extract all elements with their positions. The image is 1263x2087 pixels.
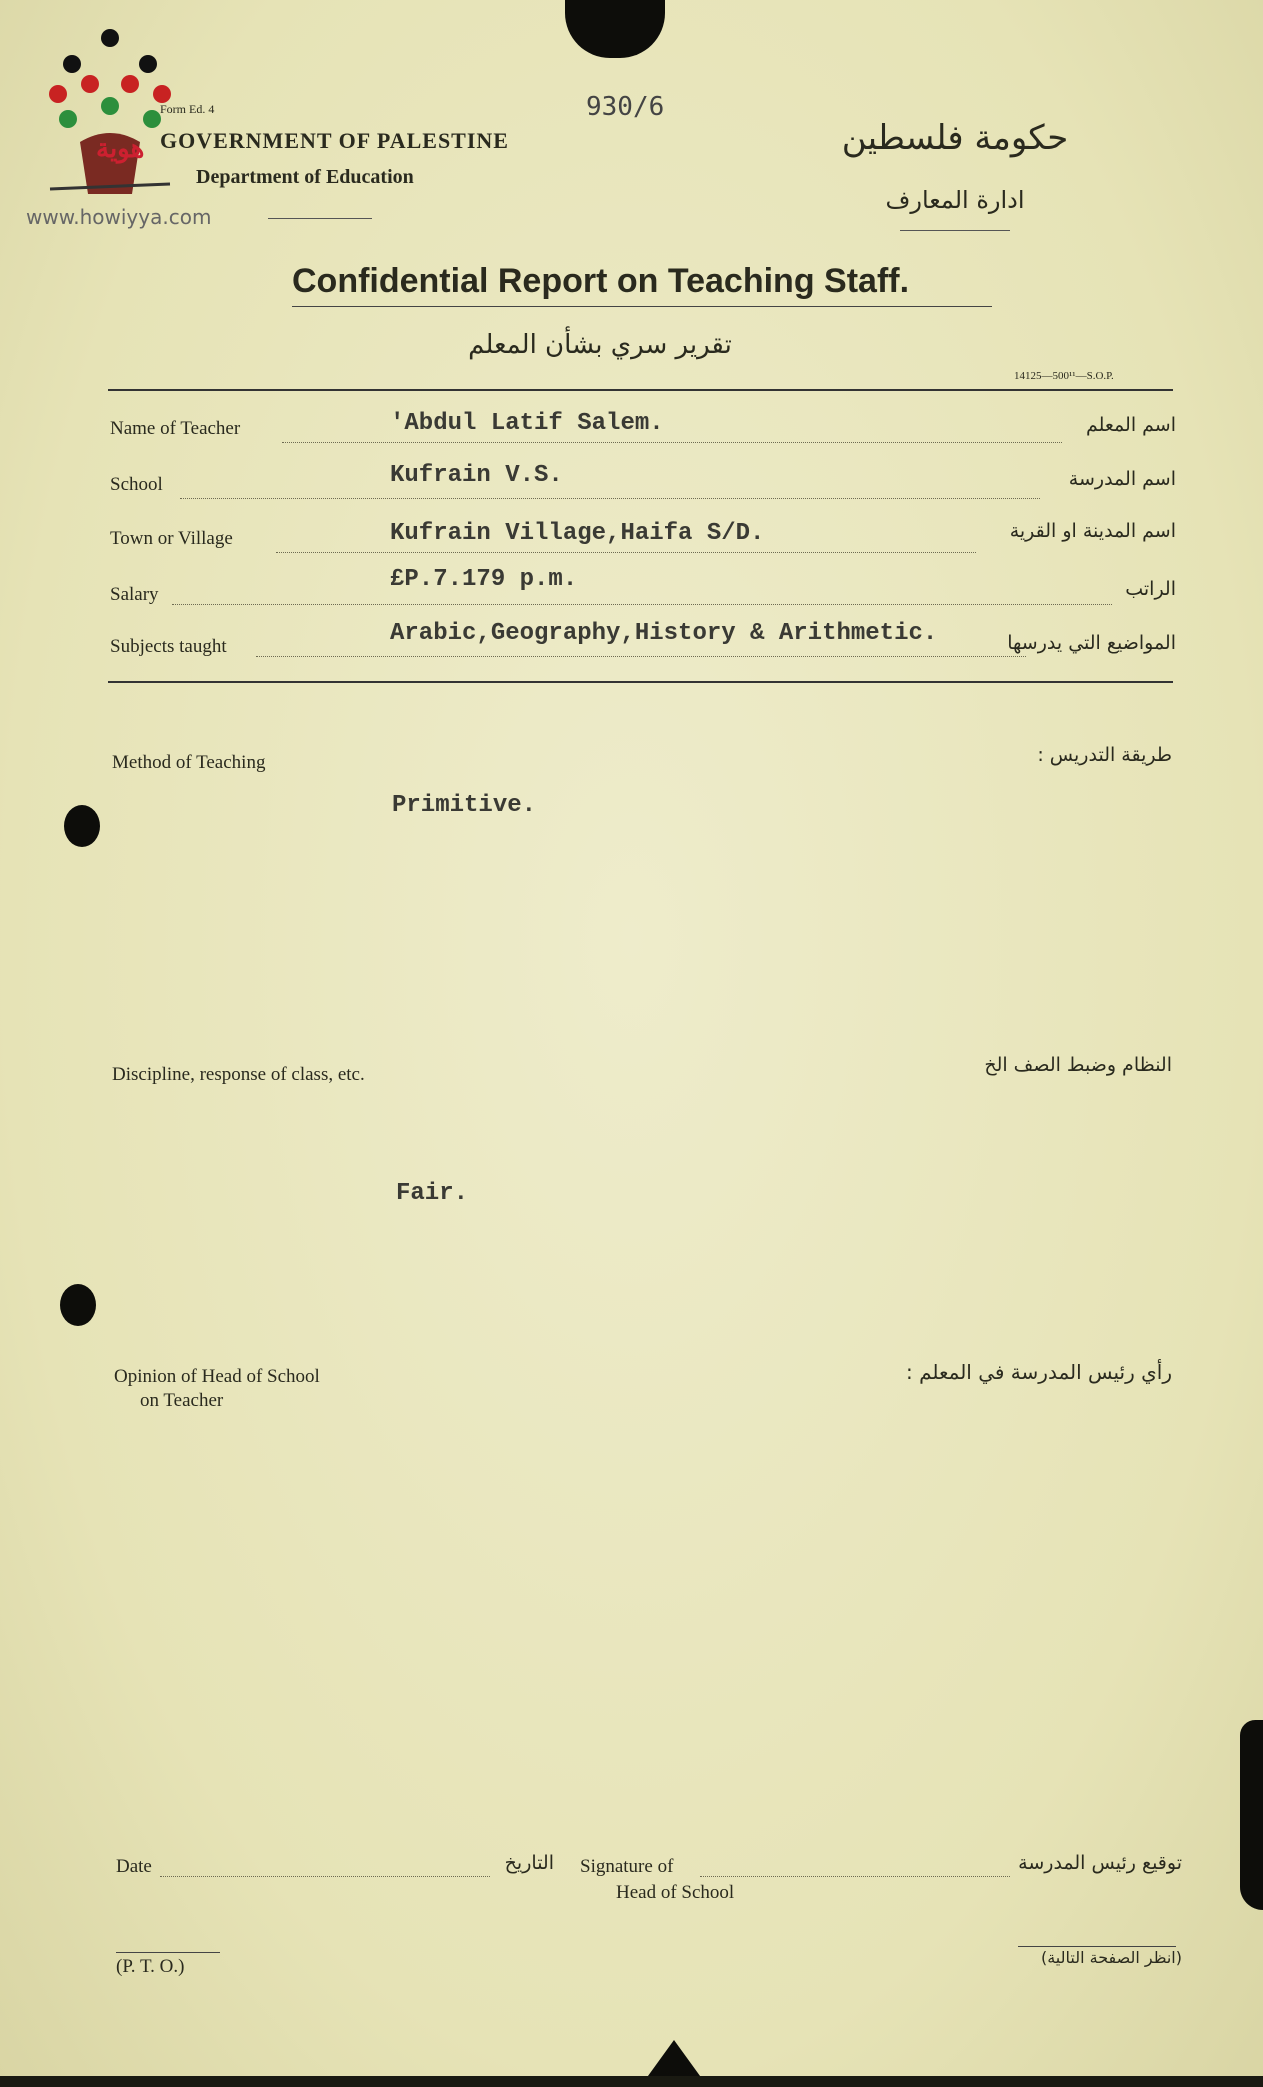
department-title: Department of Education bbox=[196, 166, 414, 188]
tree-logo-icon bbox=[40, 24, 180, 204]
field-label-subjects: Subjects taught bbox=[110, 636, 227, 657]
date-line bbox=[160, 1876, 490, 1877]
pto-label: (P. T. O.) bbox=[116, 1956, 185, 1977]
discipline-value: Fair. bbox=[396, 1180, 469, 1207]
signature-line bbox=[700, 1876, 1010, 1877]
watermark-logo-text: هوية bbox=[96, 134, 145, 163]
signature-label-arabic: توقيع رئيس المدرسة bbox=[1018, 1852, 1182, 1874]
printer-code: 14125—500¹¹—S.O.P. bbox=[1014, 370, 1114, 382]
pto-rule bbox=[116, 1952, 220, 1953]
discipline-label-arabic: النظام وضبط الصف الخ bbox=[984, 1054, 1172, 1076]
method-value: Primitive. bbox=[392, 792, 537, 819]
report-title-arabic: تقرير سري بشأن المعلم bbox=[468, 330, 732, 360]
field-value-subjects: Arabic,Geography,History & Arithmetic. bbox=[390, 620, 938, 647]
field-label-salary: Salary bbox=[110, 584, 159, 605]
punch-hole-bottom bbox=[60, 1284, 96, 1326]
government-title: GOVERNMENT OF PALESTINE bbox=[160, 128, 509, 153]
field-line-school bbox=[180, 498, 1040, 499]
field-label-school-arabic: اسم المدرسة bbox=[1068, 468, 1176, 490]
signature-label-line2: Head of School bbox=[616, 1882, 735, 1903]
field-label-town-arabic: اسم المدينة او القرية bbox=[1009, 520, 1176, 542]
opinion-label-line1: Opinion of Head of School bbox=[114, 1366, 320, 1387]
fields-bottom-rule bbox=[108, 681, 1173, 683]
field-label-name: Name of Teacher bbox=[110, 418, 241, 439]
discipline-label: Discipline, response of class, etc. bbox=[112, 1064, 365, 1085]
department-title-arabic: ادارة المعارف bbox=[885, 186, 1025, 214]
title-underline bbox=[292, 306, 992, 307]
pto-label-arabic: (انظر الصفحة التالية) bbox=[1040, 1948, 1182, 1967]
field-line-town bbox=[276, 552, 976, 553]
date-label-arabic: التاريخ bbox=[504, 1852, 554, 1874]
field-line-name bbox=[282, 442, 1062, 443]
header-rule-left bbox=[268, 218, 372, 219]
signature-label: Signature of bbox=[580, 1856, 674, 1877]
form-code: Form Ed. 4 bbox=[160, 102, 215, 116]
government-title-arabic: حكومة فلسطين bbox=[841, 118, 1069, 158]
file-number: 930/6 bbox=[586, 92, 665, 122]
pto-rule-arabic bbox=[1018, 1946, 1176, 1947]
date-label: Date bbox=[116, 1856, 152, 1877]
method-label-arabic: طريقة التدريس : bbox=[1037, 744, 1172, 766]
bottom-edge-shadow bbox=[0, 2076, 1263, 2087]
opinion-label-arabic: رأي رئيس المدرسة في المعلم : bbox=[905, 1360, 1172, 1384]
watermark-logo bbox=[40, 24, 180, 204]
report-title: Confidential Report on Teaching Staff. bbox=[292, 262, 910, 300]
field-value-name: 'Abdul Latif Salem. bbox=[390, 410, 664, 437]
fields-top-rule bbox=[108, 389, 1173, 391]
header-rule-right bbox=[900, 230, 1010, 231]
punch-hole-top bbox=[64, 805, 100, 847]
field-value-town: Kufrain Village,Haifa S/D. bbox=[390, 520, 765, 547]
field-line-subjects bbox=[256, 656, 1026, 657]
field-line-salary bbox=[172, 604, 1112, 605]
field-label-name-arabic: اسم المعلم bbox=[1085, 414, 1176, 436]
method-label: Method of Teaching bbox=[112, 752, 266, 773]
field-label-town: Town or Village bbox=[110, 528, 233, 549]
top-tear-mark bbox=[565, 0, 665, 58]
watermark-site: www.howiyya.com bbox=[26, 205, 212, 229]
opinion-label-line2: on Teacher bbox=[140, 1390, 224, 1411]
field-label-school: School bbox=[110, 474, 163, 495]
right-edge-damage bbox=[1240, 1720, 1263, 1910]
field-value-salary: £P.7.179 p.m. bbox=[390, 566, 578, 593]
field-label-subjects-arabic: المواضيع التي يدرسها bbox=[1007, 632, 1176, 654]
field-value-school: Kufrain V.S. bbox=[390, 462, 563, 489]
field-label-salary-arabic: الراتب bbox=[1125, 578, 1176, 600]
